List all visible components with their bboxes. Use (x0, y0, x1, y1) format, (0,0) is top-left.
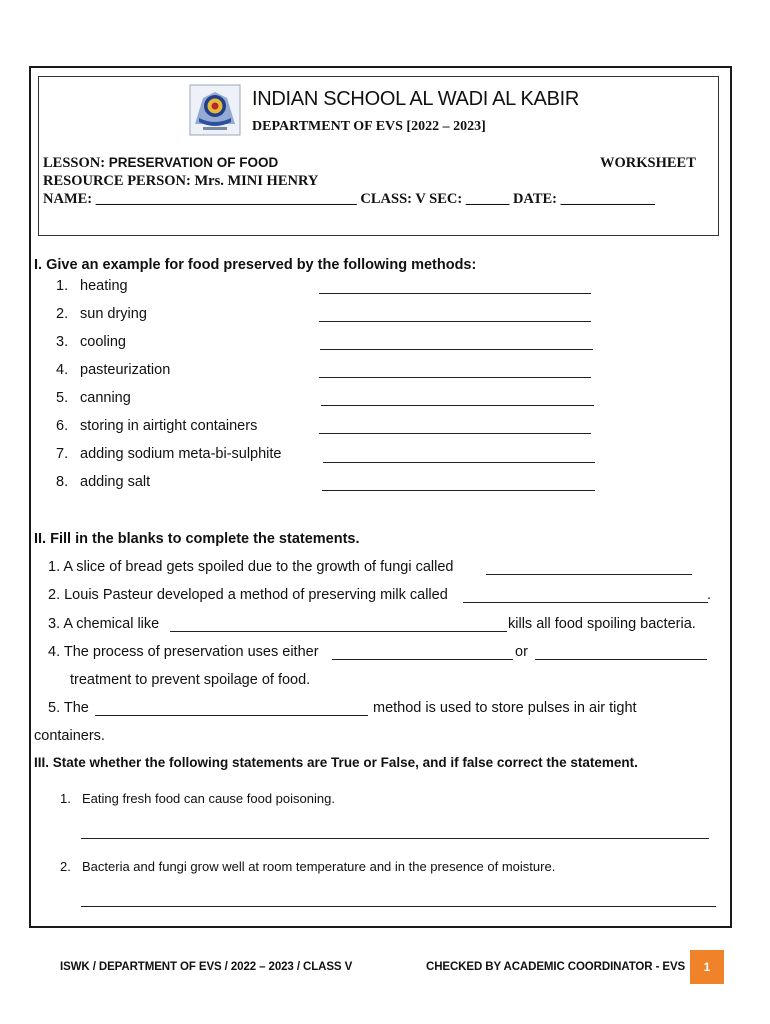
section-1-title: I. Give an example for food preserved by the following methods: (34, 257, 477, 273)
answer-line[interactable] (95, 715, 368, 716)
school-name: INDIAN SCHOOL AL WADI AL KABIR (252, 88, 580, 110)
answer-line[interactable] (322, 490, 595, 491)
true-false-statement: 1. Eating fresh food can cause food poisoning. (60, 791, 335, 806)
class-label: CLASS: V SEC: (356, 191, 466, 207)
footer-right-text: CHECKED BY ACADEMIC COORDINATOR - EVS (426, 961, 686, 973)
method-item: 5. canning (56, 390, 131, 406)
fill-blank-question: 4. The process of preservation uses either (48, 644, 319, 660)
fill-blank-question-cont: containers. (34, 728, 105, 744)
date-label: DATE: (509, 191, 561, 207)
date-blank[interactable]: _____________ (560, 191, 655, 207)
answer-line[interactable] (320, 349, 593, 350)
lesson-value: PRESERVATION OF FOOD (108, 155, 279, 170)
answer-line[interactable] (81, 838, 709, 839)
answer-line[interactable] (486, 574, 692, 575)
worksheet-label: WORKSHEET (600, 155, 696, 171)
fill-blank-question: 2. Louis Pasteur developed a method of preserving milk called (48, 587, 448, 603)
footer-left-text: ISWK / DEPARTMENT OF EVS / 2022 – 2023 / CLASS V (60, 961, 353, 973)
answer-line[interactable] (319, 377, 591, 378)
question-period: . (707, 587, 712, 603)
fill-blank-question-end: method is used to store pulses in air tight (373, 700, 637, 716)
method-item: 2. sun drying (56, 306, 147, 322)
answer-line[interactable] (323, 462, 595, 463)
answer-line[interactable] (319, 433, 591, 434)
section-2-title: II. Fill in the blanks to complete the statements. (34, 531, 360, 547)
answer-line[interactable] (81, 906, 716, 907)
method-item: 8. adding salt (56, 474, 151, 490)
lesson-line (43, 155, 278, 172)
answer-line[interactable] (319, 321, 591, 322)
or-label: or (515, 644, 528, 660)
section-3-title: III. State whether the following statements are True or False, and if false correct the statement. (34, 755, 638, 770)
section-blank[interactable]: ______ (465, 191, 510, 207)
answer-line[interactable] (463, 602, 708, 603)
method-item: 7. adding sodium meta-bi-sulphite (56, 446, 282, 462)
department-title: DEPARTMENT OF EVS [2022 – 2023] (252, 119, 486, 134)
name-blank[interactable]: ____________________________________ (95, 191, 357, 207)
school-logo-icon (189, 84, 241, 136)
answer-line[interactable] (321, 405, 594, 406)
fill-blank-question: 3. A chemical like (48, 616, 160, 632)
name-label: NAME: (43, 191, 96, 207)
page-number-badge: 1 (690, 950, 724, 984)
fill-blank-question: 1. A slice of bread gets spoiled due to the growth of fungi called (48, 559, 454, 575)
answer-line[interactable] (332, 659, 513, 660)
answer-line[interactable] (535, 659, 707, 660)
method-item: 6. storing in airtight containers (56, 418, 258, 434)
method-item: 4. pasteurization (56, 362, 171, 378)
true-false-statement: 2. Bacteria and fungi grow well at room temperature and in the presence of moisture. (60, 859, 556, 874)
lesson-label: LESSON: (43, 155, 109, 171)
method-item: 3. cooling (56, 334, 126, 350)
fill-blank-question: 5. The (48, 700, 89, 716)
fill-blank-question-end: kills all food spoiling bacteria. (508, 616, 696, 632)
resource-person: RESOURCE PERSON: Mrs. MINI HENRY (43, 173, 319, 189)
name-class-date-line (43, 191, 655, 208)
fill-blank-question-cont: treatment to prevent spoilage of food. (70, 672, 311, 688)
answer-line[interactable] (170, 631, 507, 632)
answer-line[interactable] (319, 293, 591, 294)
method-item: 1. heating (56, 278, 128, 294)
